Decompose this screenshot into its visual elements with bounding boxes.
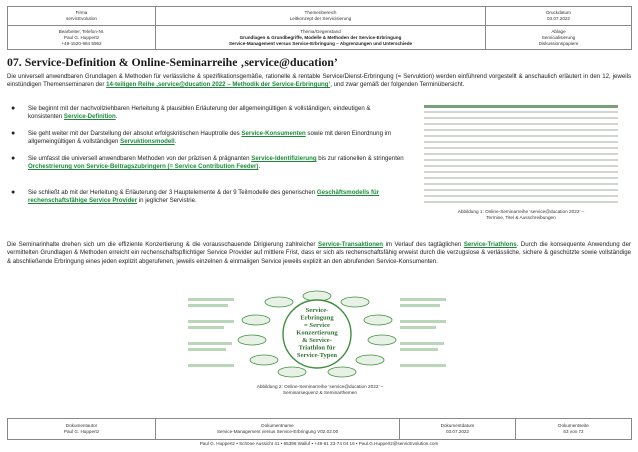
ablage-label: Ablage	[551, 28, 566, 34]
dokumentname-cell	[156, 419, 400, 440]
orchestrierung-link[interactable]: Orchestrierung von Service-Beitragszubringern (= Service Contribution Feeder)	[28, 163, 259, 171]
servuktionsmodell-link[interactable]: Servuktionsmodell	[120, 138, 175, 146]
intro-text-2: , und zwar gemäß der folgenden Terminübersicht.	[330, 81, 465, 89]
thumb-row	[424, 201, 618, 203]
figure-2-seminar-diagram	[186, 290, 448, 378]
thema-line-2: Service-Management versus Service-Erbringung – Abgrenzungen und Unterschiede	[228, 40, 413, 46]
seminar-label-bar	[188, 342, 232, 345]
content-paragraph	[7, 241, 631, 266]
bullet-item	[11, 130, 404, 147]
document-footer	[7, 418, 632, 440]
center-label	[296, 307, 338, 359]
seminar-node	[250, 355, 278, 365]
figure-1-caption	[420, 209, 622, 221]
service-transaktionen-link[interactable]: Service-Transaktionen	[318, 241, 384, 248]
figure-1-caption-line-1: Abbildung 1: Online-Seminarreihe ‘service@ducation 2022’ –	[457, 209, 585, 214]
seminar-node	[356, 355, 384, 365]
seminar-label-bar	[400, 342, 444, 345]
seminar-node	[328, 367, 356, 377]
footer-address: Paul G. Huppertz • Schöne Aussicht 41 • 65396 Walluf • +49-61 23-74 04 16 • Paul.G.Huppertz@servicEvolution.com	[199, 441, 439, 446]
thumb-row	[424, 153, 618, 155]
dokumentdatum-value: 03.07.2022	[446, 429, 469, 434]
thema-line-1: Grundlagen & Grundbegriffe, Modelle & Methoden der Service-Erbringung	[239, 34, 402, 40]
thumb-row	[424, 195, 618, 197]
bullet-text: sowie mit deren Einordnung im allgemeingültigen & vollständigen	[28, 130, 392, 146]
seminar-node	[242, 315, 270, 325]
left-seminar-list	[188, 298, 234, 367]
seminar-series-link[interactable]: 14-teiligen Reihe ‚service@ducation 2022 – Methodik der Service-Erbringung’	[106, 81, 331, 89]
service-identifizierung-link[interactable]: Service-Identifizierung	[251, 155, 317, 162]
thumb-row	[424, 123, 618, 125]
bullet-icon: ●	[11, 105, 16, 112]
seminar-label-bar	[400, 348, 438, 351]
bullet-text: Sie schließt ab mit der Herleitung & Erläuterung der 3 Hauptelemente & der 9 Teilmodelle des generischen	[28, 189, 317, 196]
section-title: 07. Service-Definition & Online-Seminarreihe ‚service@ducation’	[7, 55, 338, 69]
thema-cell	[156, 26, 486, 50]
bullet-text: .	[258, 163, 261, 171]
para-text-2: im Verlauf des tagtäglichen	[383, 241, 464, 248]
autor-value: Paul G. Huppertz	[63, 429, 100, 434]
center-line: = Service	[304, 322, 330, 329]
ablage-value-1: Servicialisierung	[541, 34, 576, 40]
ablage-value-2: Diskussionspapiere	[538, 40, 579, 46]
center-line: Konzertierung	[296, 329, 338, 337]
bullet-text: Sie geht weiter mit der Darstellung der absolut erfolgskritischen Hauptrolle des	[28, 130, 242, 137]
themenbereich-cell	[156, 7, 486, 26]
seminar-node	[364, 315, 392, 325]
bullet-text: Sie beginnt mit der nachvollziehbaren Herleitung & plausiblen Erläuterung der allgemeingültigen & vollständigen, eindeutigen & konsistenten	[28, 105, 371, 121]
figure-2-caption-line-1: Abbildung 2: Online-Seminarreihe ‘service@ducation 2022’ –	[256, 384, 384, 389]
dokumentdatum-label: Dokumentdatum	[440, 423, 475, 429]
bullet-text: in jeglicher Servistrie.	[137, 197, 197, 205]
service-konsumenten-link[interactable]: Service-Konsumenten	[241, 130, 306, 137]
firma-value: servicEvolution	[66, 16, 97, 21]
seminar-node	[368, 335, 396, 345]
thumb-row	[424, 135, 618, 137]
druckdatum-cell	[486, 7, 632, 26]
dokumentseite-cell	[516, 419, 632, 440]
bullet-text: .	[115, 113, 118, 121]
seminar-node	[238, 335, 266, 345]
center-line: Triathlon für	[298, 344, 336, 352]
firma-label: Firma	[75, 10, 88, 15]
bearbeiter-label: Bearbeiter, Telefon-Nr.	[58, 28, 105, 34]
figure-2-caption-line-2: Seminarsequenz & Seminarthemen	[283, 390, 357, 395]
seminar-node	[278, 367, 306, 377]
dokumentname-label: Dokumentname	[261, 423, 294, 429]
thumb-row	[424, 129, 618, 131]
intro-text-1: Die universell anwendbaren Grundlagen & Methoden für verlässliche & spezifikationsgemäße, rationelle & rentable Service/Dienst-Erbringung (= Servuktion) werden einführend vorgestellt & anschaulich erläutert in den 12, jeweils einstündigen Themenseminaren der	[7, 73, 631, 89]
figure-2-caption	[200, 384, 440, 396]
thumb-row	[424, 177, 618, 179]
themenbereich-label: Themenbereich	[304, 10, 337, 15]
thumb-row	[424, 171, 618, 173]
bullet-icon: ●	[11, 130, 16, 137]
center-line: & Service-	[302, 337, 332, 344]
dokumentseite-value: 63 von 72	[563, 429, 584, 434]
seminar-label-bar	[188, 320, 234, 323]
bullet-item	[11, 155, 404, 172]
seminar-label-bar	[400, 320, 446, 323]
thumb-row	[424, 159, 618, 161]
seminar-node	[341, 297, 369, 307]
right-seminar-list	[400, 298, 446, 367]
thumb-row	[424, 111, 618, 113]
bullet-item	[11, 105, 404, 122]
figure-1-caption-line-2: Termine, Titel & Ausschreibungen	[486, 215, 556, 220]
thumb-header-bar	[424, 105, 618, 108]
autor-cell	[8, 419, 156, 440]
bullet-item	[11, 189, 404, 206]
druckdatum-label: Druckdatum	[546, 10, 571, 15]
thumb-row	[424, 147, 618, 149]
dokumentdatum-cell	[400, 419, 516, 440]
seminar-label-bar	[400, 304, 440, 307]
druckdatum-value: 03.07.2022	[547, 16, 570, 21]
bearbeiter-cell	[8, 26, 156, 50]
center-line: Service-Typen	[296, 352, 338, 359]
bearbeiter-phone: +49-1520-984 5962	[61, 40, 102, 46]
themenbereich-value: Leitkonzept der Servicisierung	[289, 16, 352, 21]
thumb-row	[424, 183, 618, 185]
bullet-text: Sie umfasst die universell anwendbaren Methoden von der präzisen & prägnanten	[28, 155, 252, 162]
bearbeiter-name: Paul G. Huppertz	[63, 34, 100, 40]
firma-cell	[8, 7, 156, 26]
seminar-label-bar	[188, 326, 224, 329]
thumb-row	[424, 189, 618, 191]
seminar-node	[265, 297, 293, 307]
seminar-label-bar	[400, 326, 436, 329]
dokumentseite-label: Dokumentseite	[558, 423, 589, 429]
bullet-text: bis zur rationellen & stringenten	[316, 155, 404, 162]
ablage-cell	[486, 26, 632, 50]
document-header	[7, 6, 632, 50]
geschaeftsmodell-link[interactable]: Geschäftsmodells für rechenschaftsfähige Service Provider	[28, 189, 380, 205]
service-triathlons-link[interactable]: Service-Triathlons	[463, 241, 517, 248]
center-line: Service-	[305, 307, 329, 314]
bullet-icon: ●	[11, 155, 16, 162]
thema-label: Thema/Gegenstand	[300, 28, 341, 34]
seminar-label-bar	[188, 364, 234, 367]
seminar-label-bar	[400, 364, 446, 367]
seminar-label-bar	[188, 348, 226, 351]
thumb-row	[424, 165, 618, 167]
autor-label: Dokumentautor	[65, 423, 98, 429]
dokumentname-value: Service-Management versus Service-Erbringung V02.02.00	[216, 429, 339, 434]
center-line: Erbringung	[300, 314, 334, 322]
seminar-label-bar	[188, 298, 234, 301]
thumb-row	[424, 117, 618, 119]
para-text-1: Die Seminarinhalte drehen sich um die effiziente Konzertierung & die vorausschauende Dirigierung zahlreicher	[7, 241, 318, 248]
intro-paragraph	[7, 73, 631, 90]
seminar-label-bar	[400, 298, 446, 301]
bullet-text: .	[174, 138, 177, 146]
thumb-row	[424, 141, 618, 143]
seminar-label-bar	[188, 304, 228, 307]
service-definition-link[interactable]: Service-Definition	[63, 113, 116, 121]
bullet-icon: ●	[11, 189, 16, 196]
para-text-3: . Durch die konsequente Anwendung der vermittelten Grundlagen & Methoden erreicht ein rechenschaftspflichtiger Service Provider auf mittlere Frist, dass er sich als rechenschaftsfähig erweist durch die verzugslose & verlässliche, sichere & geschützte sowie vollständige & abschließende Erbringung eines jeden explizit abgerufenen, jeweils einzelnen & einmaligen Service jeweils explizit an den abrufenden Service-Konsumenten.	[7, 241, 631, 265]
